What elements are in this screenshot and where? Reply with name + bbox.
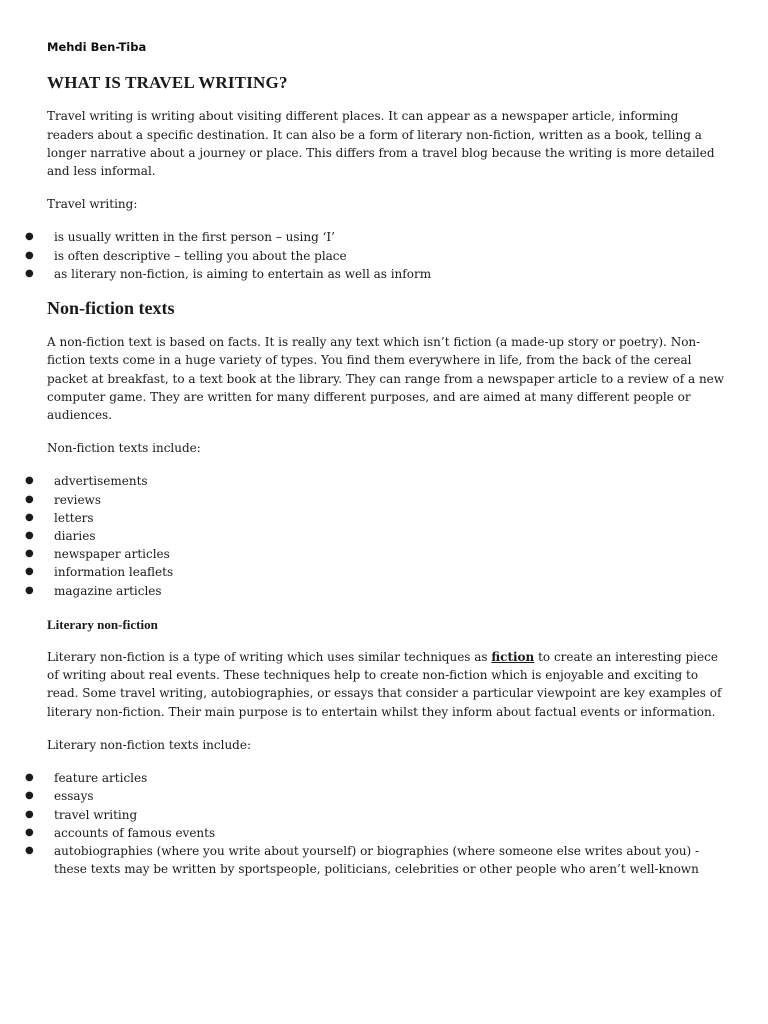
nonfiction-paragraph: A non-fiction text is based on facts. It is really any text which isn’t fiction (a made-up story or poetry). Non-fiction texts come in a huge variety of types. You find them everywhere in life, from the back of the cereal packet at breakfast, to a text book at the library. They can range from a newspaper article to a review of a new computer game. They are written for many different purposes, and are aimed at many different people or audiences.: [47, 335, 725, 423]
list-item: ● autobiographies (where you write about yourself) or biographies (where someone else writes about you) - these texts may be written by sportspeople, politicians, celebrities or other people who aren’t well-known: [25, 843, 700, 877]
bullet-icon: ●: [25, 548, 34, 560]
list-item: ● accounts of famous events: [25, 824, 727, 842]
bullet-icon: ●: [25, 566, 34, 578]
travel-writing-list: [25, 228, 727, 283]
bullet-icon: ●: [25, 826, 34, 838]
author-name: Mehdi Ben-Tiba: [47, 40, 147, 54]
list-item: ● information leaflets: [25, 563, 727, 581]
list-item: ● feature articles: [25, 769, 727, 787]
bullet-icon: ●: [25, 249, 34, 261]
bullet-icon: ●: [25, 790, 34, 802]
list-item: ● newspaper articles: [25, 545, 727, 563]
list-item: ● is usually written in the first person – using ‘I’: [25, 228, 727, 246]
nonfiction-heading: Non-fiction texts: [47, 298, 175, 319]
bullet-icon: ●: [25, 267, 34, 279]
literary-list: [25, 769, 727, 878]
fiction-link[interactable]: fiction: [491, 650, 535, 665]
bullet-icon: ●: [25, 808, 34, 820]
bullet-icon: ●: [25, 475, 34, 487]
literary-heading: Literary non-fiction: [47, 616, 158, 632]
list-item: ● as literary non-fiction, is aiming to entertain as well as inform: [25, 265, 727, 283]
list-item: ● travel writing: [25, 806, 727, 824]
bullet-icon: ●: [25, 844, 34, 856]
literary-list-intro: Literary non-fiction texts include:: [47, 737, 252, 752]
list-item: ● letters: [25, 509, 727, 527]
literary-paragraph: Literary non-fiction is a type of writing which uses similar techniques as fiction to create an interesting piece of writing about real events. These techniques help to create non-fiction which is enjoyable and exciting to read. Some travel writing, autobiographies, or essays that consider a particular viewpoint are key examples of literary non-fiction. Their main purpose is to entertain whilst they inform about factual events or information.: [47, 650, 722, 719]
document-page: [25, 38, 727, 894]
bullet-icon: ●: [25, 530, 34, 542]
bullet-icon: ●: [25, 772, 34, 784]
list-item: ● essays: [25, 787, 727, 805]
intro-paragraph: Travel writing is writing about visiting different places. It can appear as a newspaper article, informing readers about a specific destination. It can also be a form of literary non-fiction, written as a book, telling a longer narrative about a journey or place. This differs from a travel blog because the writing is more detailed and less informal.: [47, 109, 715, 179]
bullet-icon: ●: [25, 511, 34, 523]
nonfiction-list: [25, 472, 727, 599]
list-item: ● is often descriptive – telling you about the place: [25, 247, 727, 265]
list-item: ● diaries: [25, 527, 727, 545]
list-item: ● magazine articles: [25, 582, 727, 600]
bullet-icon: ●: [25, 493, 34, 505]
intro-list-intro: Travel writing:: [47, 197, 138, 212]
list-item: ● reviews: [25, 491, 727, 509]
bullet-icon: ●: [25, 584, 34, 596]
list-item: ● advertisements: [25, 472, 727, 490]
page-title: WHAT IS TRAVEL WRITING?: [47, 73, 288, 93]
nonfiction-list-intro: Non-fiction texts include:: [47, 441, 201, 456]
bullet-icon: ●: [25, 231, 34, 243]
